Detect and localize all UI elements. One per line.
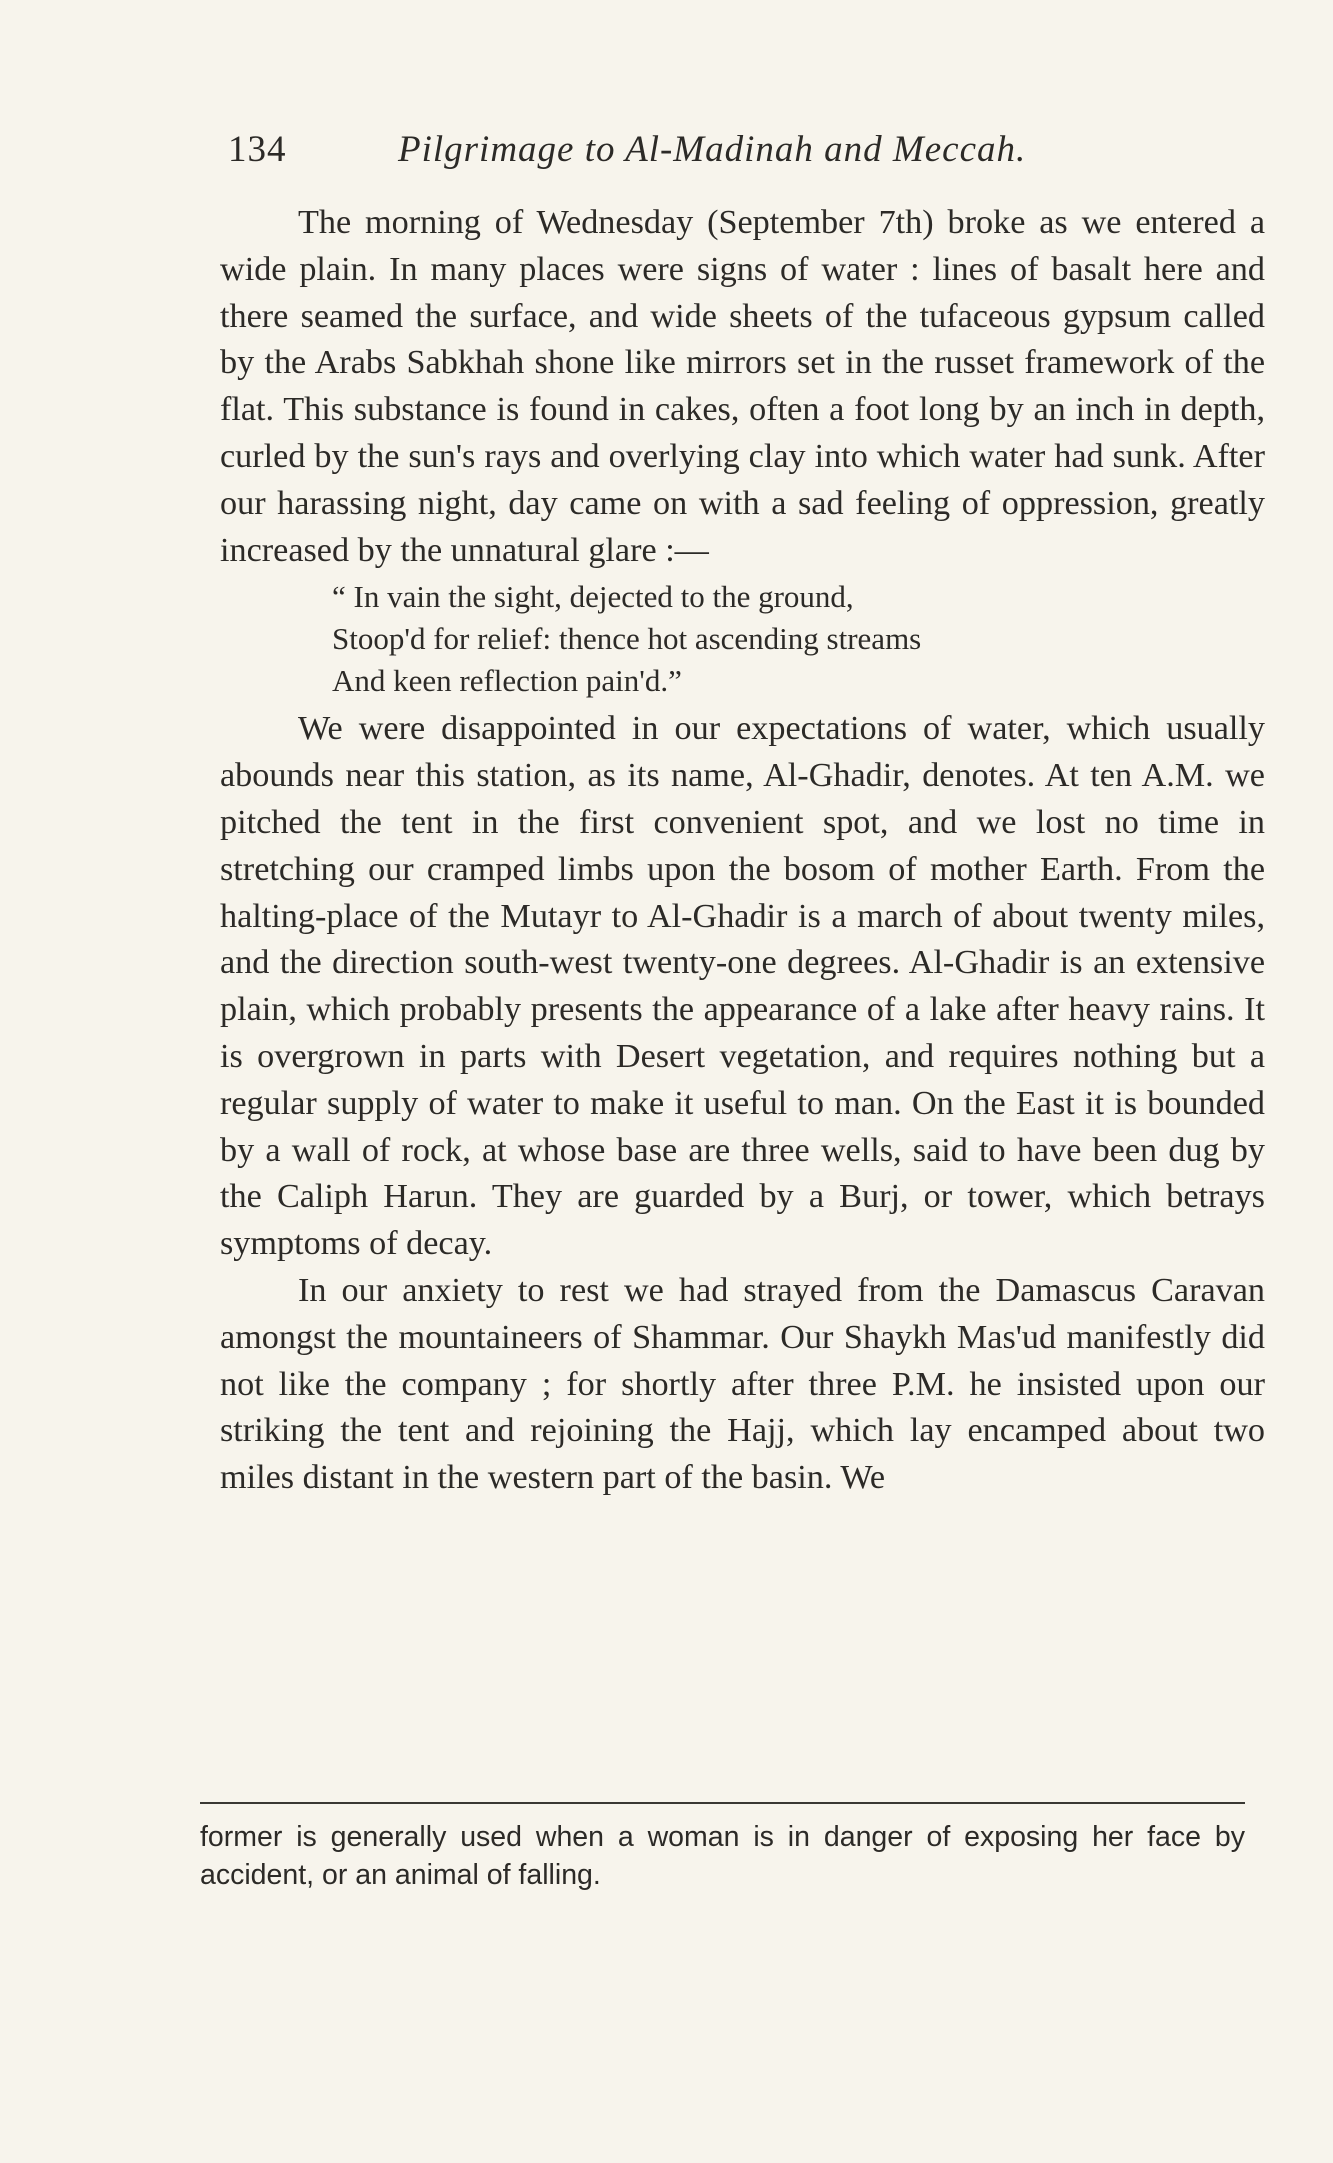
- footnote-text: former is generally used when a woman is in danger of exposing her face by accident, or an animal of falling.: [200, 1821, 1245, 1891]
- page-number: 134: [228, 129, 287, 170]
- verse-line-1: “ In vain the sight, dejected to the ground,: [332, 579, 854, 615]
- running-title: Pilgrimage to Al-Madinah and Meccah.: [398, 129, 1027, 170]
- paragraph-3: In our anxiety to rest we had strayed from the Damascus Caravan amongst the mountaineers of Shammar. Our Shaykh Mas'ud manifestly did not like the company ; for shortly after three P.M. he insisted upon our striking the tent and rejoining the Hajj, which lay encamped about two miles distant in the western part of the basin. We: [220, 1271, 1265, 1497]
- footnote-rule: [200, 1802, 1245, 1804]
- verse-line-2: Stoop'd for relief: thence hot ascending streams: [332, 621, 922, 657]
- verse-line-3: And keen reflection pain'd.”: [332, 663, 682, 699]
- verse-quotation: [220, 576, 1265, 702]
- page-header: [228, 128, 1278, 178]
- footnote: [200, 1818, 1245, 1894]
- body-text: [220, 200, 1265, 1502]
- paragraph-1: The morning of Wednesday (September 7th) broke as we entered a wide plain. In many places were signs of water : lines of basalt here and there seamed the surface, and wide sheets of the tufaceous gypsum called by the Arabs Sabkhah shone like mirrors set in the russet framework of the flat. This substance is found in cakes, often a foot long by an inch in depth, curled by the sun's rays and overlying clay into which water had sunk. After our harassing night, day came on with a sad feeling of oppression, greatly increased by the unnatural glare :—: [220, 204, 1265, 569]
- paragraph-2: We were disappointed in our expectations of water, which usually abounds near this station, as its name, Al-Ghadir, denotes. At ten A.M. we pitched the tent in the first convenient spot, and we lost no time in stretching our cramped limbs upon the bosom of mother Earth. From the halting-place of the Mutayr to Al-Ghadir is a march of about twenty miles, and the direction south-west twenty-one degrees. Al-Ghadir is an extensive plain, which probably presents the appearance of a lake after heavy rains. It is overgrown in parts with Desert vegetation, and requires nothing but a regular supply of water to make it useful to man. On the East it is bounded by a wall of rock, at whose base are three wells, said to have been dug by the Caliph Harun. They are guarded by a Burj, or tower, which betrays symptoms of decay.: [220, 710, 1265, 1263]
